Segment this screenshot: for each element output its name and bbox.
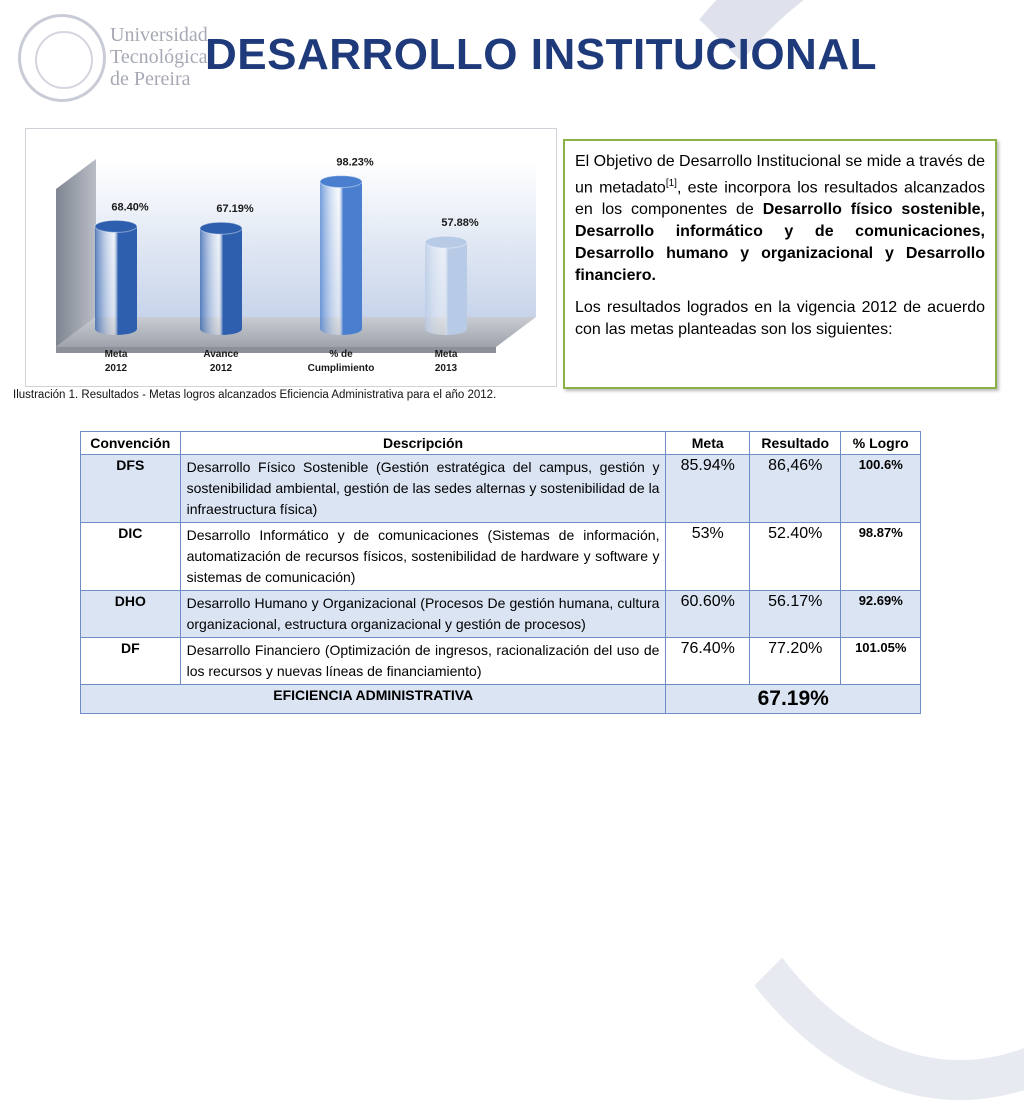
chart-bar <box>320 182 362 335</box>
chart-category-label: Cumplimiento <box>307 363 375 374</box>
total-row <box>81 685 921 714</box>
row-achievement: 92.69% <box>841 591 921 638</box>
university-seal-icon <box>18 14 106 102</box>
row-code: DFS <box>81 455 181 523</box>
row-code: DIC <box>81 523 181 591</box>
total-value: 67.19% <box>666 685 921 714</box>
components-list: Desarrollo físico sostenible, Desarrollo informático y de comunicaciones, Desarrollo humano y organizacional y Desarrollo financiero. <box>575 201 986 285</box>
chart-back-wall <box>96 156 536 317</box>
row-achievement: 100.6% <box>841 455 921 523</box>
row-description: Desarrollo Financiero (Optimización de ingresos, racionalización del uso de los recursos y nuevas líneas de financiamiento) <box>180 638 666 685</box>
description-paragraph-2: Los resultados logrados en la vigencia 2012 de acuerdo con las metas planteadas son los siguientes: <box>575 299 985 339</box>
chart-bar-top <box>95 220 137 232</box>
chart-caption: Ilustración 1. Resultados - Metas logros alcanzados Eficiencia Administrativa para el año 2012. <box>13 389 497 401</box>
row-achievement: 98.87% <box>841 523 921 591</box>
chart-data-label: 68.40% <box>111 201 149 214</box>
description-paragraph-1 <box>575 151 985 287</box>
header-description: Descripción <box>180 432 666 455</box>
header-result: Resultado <box>749 432 841 455</box>
row-description: Desarrollo Humano y Organizacional (Procesos De gestión humana, cultura organizacional, estructura organizacional y gestión de procesos) <box>180 591 666 638</box>
row-achievement: 101.05% <box>841 638 921 685</box>
chart-bar-top <box>320 176 362 188</box>
row-result: 77.20% <box>749 638 841 685</box>
logo-text <box>110 24 220 90</box>
row-result: 56.17% <box>749 591 841 638</box>
bar-chart-svg <box>26 129 556 386</box>
description-text: , este incorpora los resultados alcanzados en los componentes de <box>575 179 986 219</box>
chart-side-wall <box>56 159 96 347</box>
row-goal: 60.60% <box>666 591 749 638</box>
chart-category-label: 2013 <box>434 363 458 374</box>
row-code: DF <box>81 638 181 685</box>
footnote-reference[interactable]: [1] <box>665 178 677 189</box>
row-goal: 85.94% <box>666 455 749 523</box>
bar-chart <box>25 128 557 387</box>
table-header-row <box>81 432 921 455</box>
chart-category-label: 2012 <box>209 363 233 374</box>
row-result: 52.40% <box>749 523 841 591</box>
row-goal: 53% <box>666 523 749 591</box>
chart-category-label: Meta <box>434 349 458 360</box>
results-table <box>80 431 921 714</box>
page-title: DESARROLLO INSTITUCIONAL <box>205 30 877 79</box>
chart-category-label: Avance <box>203 349 239 360</box>
chart-data-label: 67.19% <box>216 203 254 216</box>
chart-bar <box>95 226 137 335</box>
chart-bar <box>200 228 242 335</box>
university-logo <box>18 14 208 104</box>
chart-category-label: 2012 <box>104 363 128 374</box>
logo-line: de Pereira <box>110 68 191 90</box>
chart-category-label: % de <box>329 349 353 360</box>
total-label: EFICIENCIA ADMINISTRATIVA <box>81 685 666 714</box>
description-box <box>563 139 997 389</box>
chart-bar-top <box>200 222 242 234</box>
description-text: El Objetivo de Desarrollo Institucional se mide a través de un metadato <box>575 153 985 197</box>
chart-data-label: 98.23% <box>336 156 374 169</box>
row-description: Desarrollo Informático y de comunicaciones (Sistemas de información, automatización de recursos físicos, sostenibilidad de hardware y software y sistemas de comunicación) <box>180 523 666 591</box>
header-convention: Convención <box>81 432 181 455</box>
row-description: Desarrollo Físico Sostenible (Gestión estratégica del campus, gestión y sostenibilidad ambiental, gestión de las sedes alternas y sostenibilidad de la infraestructura física) <box>180 455 666 523</box>
chart-category-label: Meta <box>104 349 128 360</box>
chart-bar <box>425 242 467 335</box>
logo-line: Universidad <box>110 24 208 46</box>
header-achievement: % Logro <box>841 432 921 455</box>
table-row <box>81 523 921 591</box>
logo-line: Tecnológica <box>110 46 208 68</box>
table-row <box>81 638 921 685</box>
row-goal: 76.40% <box>666 638 749 685</box>
row-code: DHO <box>81 591 181 638</box>
header-goal: Meta <box>666 432 749 455</box>
table-row <box>81 591 921 638</box>
table-row <box>81 455 921 523</box>
row-result: 86,46% <box>749 455 841 523</box>
chart-bar-top <box>425 236 467 248</box>
chart-data-label: 57.88% <box>441 217 479 230</box>
